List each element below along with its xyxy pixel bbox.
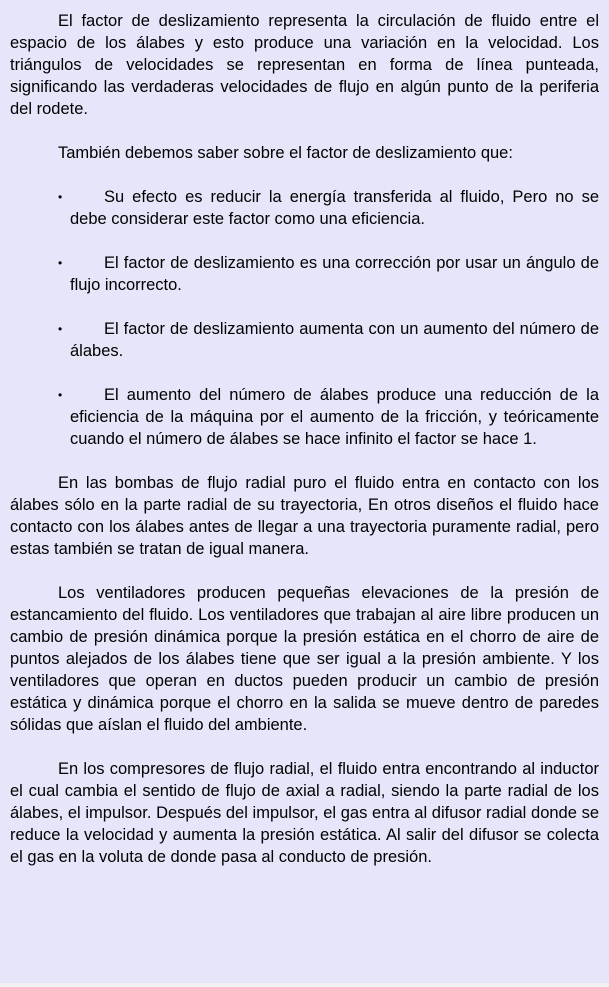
list-item-text: El aumento del número de álabes produce una reducción de la eficiencia de la máquina por el aumento de la fricción, y teóricamente cuando el número de álabes se hace infinito el factor se hace 1. [70,386,599,448]
paragraph-slip-factor-lead: También debemos saber sobre el factor de deslizamiento que: [58,144,513,162]
bullet-marker: • [58,388,63,402]
paragraph-slip-factor-intro: El factor de deslizamiento representa la circulación de fluido entre el espacio de los álabes y esto produce una variación en la velocidad. Los triángulos de velocidades se representan en forma de línea punteada, significando las verdaderas velocidades de flujo en algún punto de la periferia del rodete. [10,12,599,118]
paragraph-fans: Los ventiladores producen pequeñas elevaciones de la presión de estancamiento del fluido. Los ventiladores que trabajan al aire libre producen un cambio de presión dinámica porque la presión estática en el chorro de aire de puntos alejados de los álabes tiene que ser igual a la presión ambiente. Y los ventiladores que operan en ductos pueden producir un cambio de presión estática y dinámica porque el chorro en la salida se mueve dentro de paredes sólidas que aíslan el fluido del ambiente. [10,584,599,734]
list-item-text: El factor de deslizamiento es una corrección por usar un ángulo de flujo incorrecto. [70,254,599,294]
list-item [10,252,599,296]
bullet-marker: • [58,256,63,270]
bullet-list [10,186,599,450]
paragraph-radial-pumps: En las bombas de flujo radial puro el fluido entra en contacto con los álabes sólo en la parte radial de su trayectoria, En otros diseños el fluido hace contacto con los álabes antes de llegar a una trayectoria puramente radial, pero estas también se tratan de igual manera. [10,474,599,558]
bullet-marker: • [58,190,63,204]
list-item-text: Su efecto es reducir la energía transferida al fluido, Pero no se debe considerar este factor como una eficiencia. [70,188,599,228]
page-bottom-edge [0,983,609,987]
list-item [10,318,599,362]
list-item-text: El factor de deslizamiento aumenta con un aumento del número de álabes. [70,320,599,360]
paragraph-radial-compressors: En los compresores de flujo radial, el fluido entra encontrando al inductor el cual cambia el sentido de flujo de axial a radial, siendo la parte radial de los álabes, el impulsor. Después del impulsor, el gas entra al difusor radial donde se reduce la velocidad y aumenta la presión estática. Al salir del difusor se colecta el gas en la voluta de donde pasa al conducto de presión. [10,760,599,866]
list-item [10,186,599,230]
list-item [10,384,599,450]
bullet-marker: • [58,322,63,336]
